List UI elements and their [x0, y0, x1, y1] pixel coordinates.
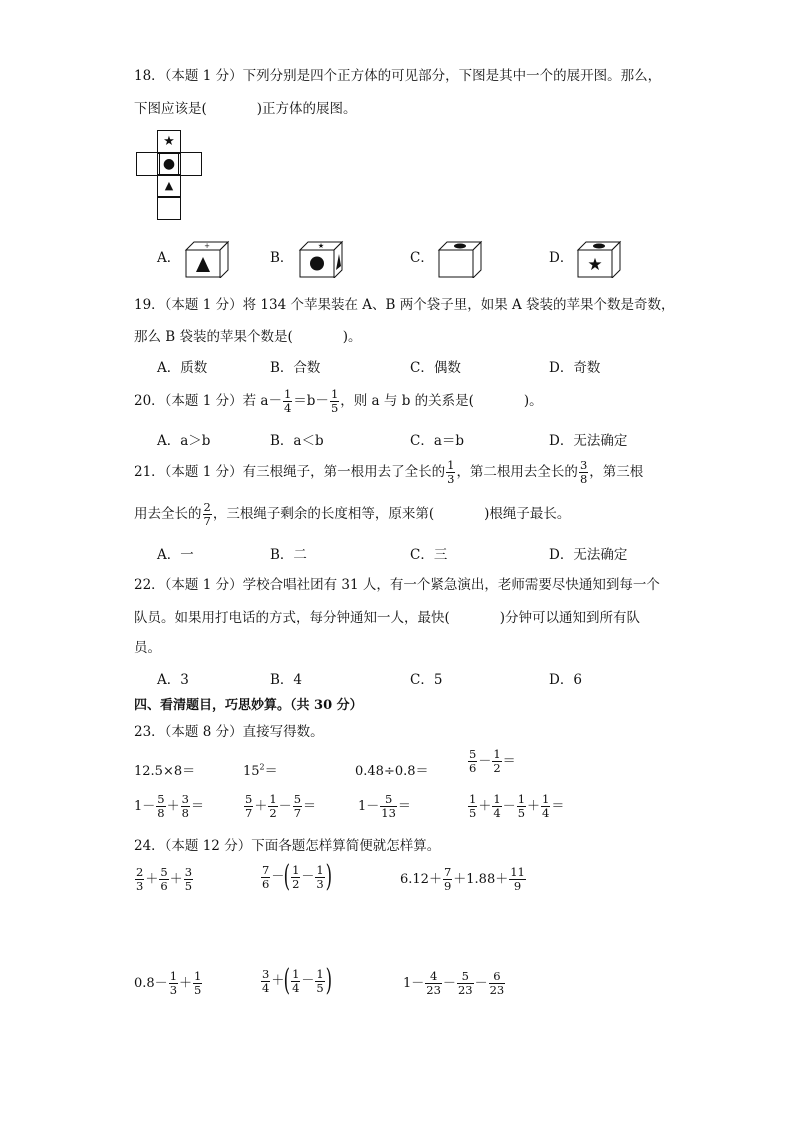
q20-option-d[interactable]: D．无法确定: [549, 433, 628, 449]
q21-option-d[interactable]: D．无法确定: [549, 547, 628, 563]
q24-expr-1: $\frac{2}{3}$ ＋ $\frac{5}{6}$ ＋ $\frac{3}{5}$: [136, 865, 193, 893]
q24-expr-5: $\frac{3}{4}$ ＋( $\frac{1}{4}$ － $\frac{1}{5}$ ): [262, 963, 332, 998]
q24-title: 24．（本题 12 分）下面各题怎样算简便就怎样算。: [134, 838, 441, 854]
fraction: $\frac{3}{8}$: [579, 458, 588, 486]
net-face-bottom: [157, 196, 181, 220]
q23-expr-1: 12.5×8＝: [134, 764, 196, 779]
q21-option-c[interactable]: C．三: [410, 547, 448, 563]
q22-option-d[interactable]: D．6: [549, 672, 582, 688]
q20-option-b[interactable]: B．a＜b: [270, 433, 324, 449]
fraction: $\frac{1}{4}$: [283, 387, 292, 415]
q19-option-a[interactable]: A．质数: [157, 360, 208, 376]
q23-expr-2: $15^2=$: [243, 762, 278, 779]
q23-expr-7: 1－ $\frac{5}{13}$ ＝: [358, 792, 411, 820]
q18-line2: 下图应该是( )正方体的展图。: [134, 101, 357, 117]
circle-icon: ●: [162, 156, 176, 172]
q23-expr-6: $\frac{5}{7}$ ＋ $\frac{1}{2}$ － $\frac{5}{7}$ ＝: [245, 792, 317, 820]
q18-option-b-label[interactable]: B．: [270, 250, 294, 266]
star-icon: ★: [163, 134, 175, 149]
q24-expr-4: 0.8－ $\frac{1}{3}$ ＋ $\frac{1}{5}$: [134, 969, 202, 997]
q18-option-c-label[interactable]: C．: [410, 250, 434, 266]
cube-c-icon: [437, 240, 483, 278]
q24-expr-3: 6.12＋ $\frac{7}{9}$ ＋1.88＋ $\frac{11}{9}$: [400, 865, 525, 893]
q18-option-d-label[interactable]: D．: [549, 250, 574, 266]
q21-option-b[interactable]: B．二: [270, 547, 307, 563]
q19-option-b[interactable]: B．合数: [270, 360, 321, 376]
q20-stem: 20．（本题 1 分）若 a－ $\frac{1}{4}$ ＝b－ $\frac{1}{5}$ ，则 a 与 b 的关系是( )。: [134, 387, 543, 415]
cube-a-icon: [184, 240, 230, 278]
cube-d-icon: [576, 240, 622, 278]
fraction: $\frac{1}{3}$: [447, 458, 455, 486]
q20-option-c[interactable]: C．a＝b: [410, 433, 465, 449]
fraction: $\frac{1}{5}$: [330, 387, 339, 415]
q23-expr-4: $\frac{5}{6}$ － $\frac{1}{2}$ ＝: [469, 747, 516, 775]
q19-option-d[interactable]: D．奇数: [549, 360, 601, 376]
q22-line2: 队员。如果用打电话的方式，每分钟通知一人，最快( )分钟可以通知到所有队: [134, 610, 641, 626]
q21-line1: 21．（本题 1 分）有三根绳子，第一根用去了全长的 $\frac{1}{3}$ ，第二根用去全长的 $\frac{3}{8}$ ，第三根: [134, 458, 644, 486]
q24-expr-6: 1－ $\frac{4}{23}$ － $\frac{5}{23}$ － $\frac{6}{23}$: [403, 969, 505, 997]
svg-text:+: +: [204, 242, 210, 250]
net-face-right: [178, 152, 202, 176]
cube-net: [136, 130, 202, 218]
q19-line1: 19．（本题 1 分）将 134 个苹果装在 A、B 两个袋子里，如果 A 袋装的苹果个数是奇数，: [134, 297, 675, 313]
net-face-top: [157, 130, 181, 154]
cube-b-icon: [298, 240, 344, 278]
q23-title: 23．（本题 8 分）直接写得数。: [134, 724, 324, 740]
q21-line2: 用去全长的 $\frac{2}{7}$ ，三根绳子剩余的长度相等，原来第( )根绳子最长。: [134, 500, 571, 528]
triangle-icon: ▲: [164, 179, 174, 192]
q23-expr-8: $\frac{1}{5}$ ＋ $\frac{1}{4}$ － $\frac{1}{5}$ ＋ $\frac{1}{4}$ ＝: [469, 792, 565, 820]
q20-option-a[interactable]: A．a＞b: [157, 433, 211, 449]
q18-line1: 18．（本题 1 分）下列分别是四个正方体的可见部分，下图是其中一个的展开图。那么，: [134, 68, 662, 84]
fraction: $\frac{2}{7}$: [203, 500, 211, 528]
q18-option-a-label[interactable]: A．: [157, 250, 181, 266]
q22-line1: 22．（本题 1 分）学校合唱社团有 31 人，有一个紧急演出，老师需要尽快通知到每一个: [134, 577, 660, 593]
q22-option-c[interactable]: C．5: [410, 672, 443, 688]
q22-option-a[interactable]: A．3: [157, 672, 189, 688]
q22-line3: 员。: [134, 640, 161, 656]
svg-text:★: ★: [317, 242, 325, 250]
q19-option-c[interactable]: C．偶数: [410, 360, 461, 376]
section-heading: 四、看清题目，巧思妙算。（共 30 分）: [134, 698, 363, 713]
q21-option-a[interactable]: A．一: [157, 547, 194, 563]
net-face-lower: [157, 174, 181, 198]
q23-expr-3: 0.48÷0.8＝: [355, 764, 429, 779]
q22-option-b[interactable]: B．4: [270, 672, 303, 688]
svg-text:★: ★: [587, 255, 603, 275]
q24-expr-2: $\frac{7}{6}$ －( $\frac{1}{2}$ － $\frac{1}{3}$ ): [262, 859, 332, 894]
q19-line2: 那么 B 袋装的苹果个数是( )。: [134, 329, 362, 345]
q23-expr-5: 1－ $\frac{5}{8}$ ＋ $\frac{3}{8}$ ＝: [134, 792, 204, 820]
